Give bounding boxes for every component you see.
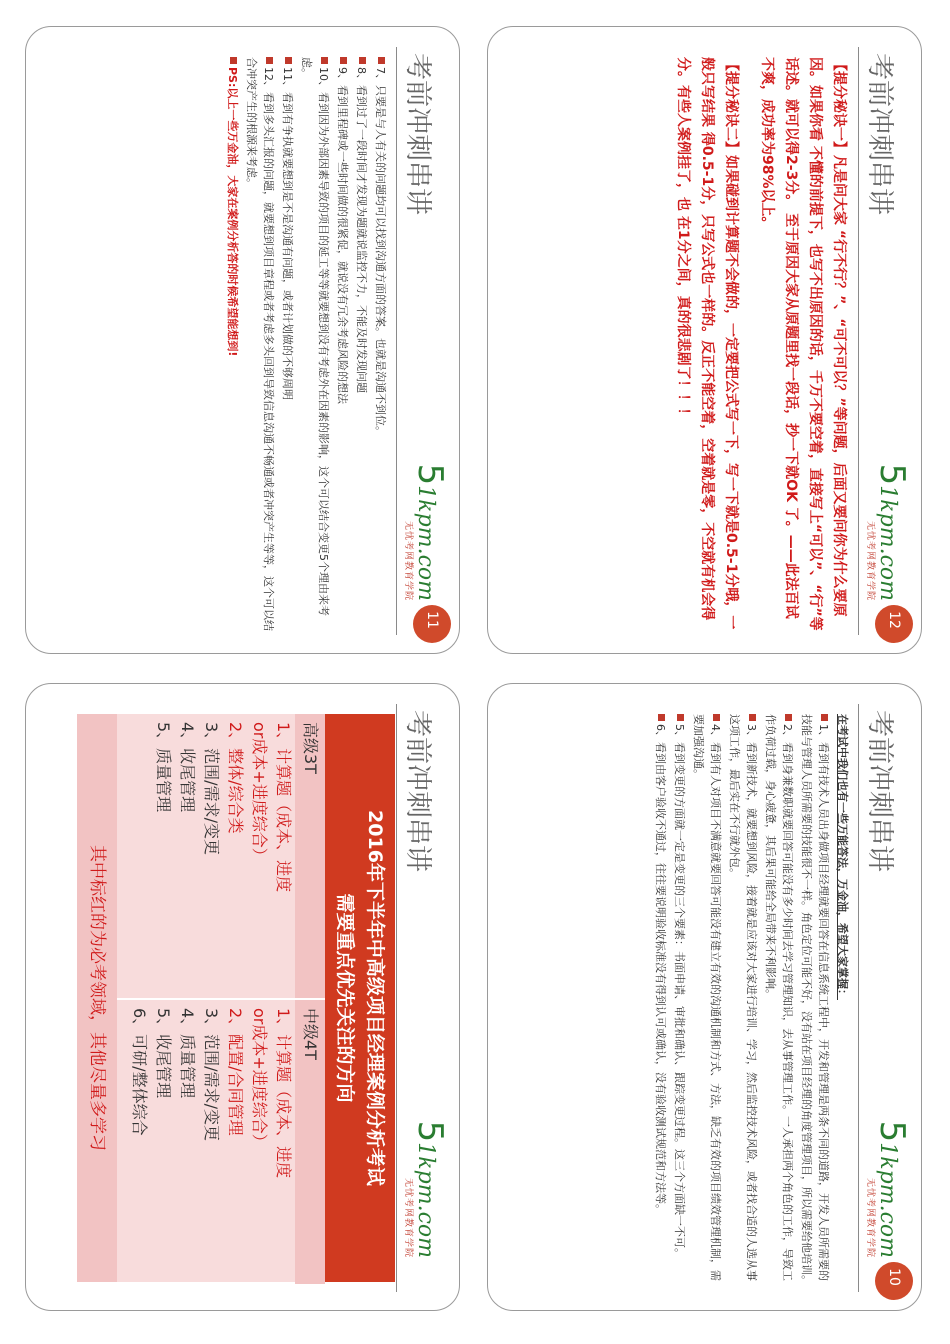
logo: [865, 1120, 912, 1258]
list-item: or成本+进度综合）: [250, 722, 269, 864]
list-item: 11、看到有争执就要想到是不是沟通有问题，或者计划做的不够周明: [279, 57, 296, 631]
slide-body: [40, 57, 389, 631]
banner-line-2: 需要重点优先关注的方向: [334, 893, 356, 1103]
tip-one: 【提分秘诀一】凡是问大家 “行不行？”、“可不可以？”等问题，后面又要问你为什么要原因。如果你看 不懂的前提下，也写不出原因的话，千万不要空着，直接写上“可以”、“行”等话述。就可以得2-3分。 至于原因大家从原题里找一段话，抄一下就OK 了。——此法百试不爽，成功率为98%以上。: [759, 57, 847, 631]
logo-text: 1kpm.com: [875, 485, 900, 601]
list-item: 4、看到有人对项目不满意就要回答可能没有建立有效的沟通机制和方式、方法，缺乏有效的项目绩效管理机制，需要加强沟通。: [692, 714, 722, 1281]
list-item: 1、计算题（成本、进度: [274, 1008, 293, 1179]
logo: [403, 463, 450, 601]
bullet-icon: [713, 714, 720, 721]
page-number-badge: 10: [875, 1262, 913, 1300]
ps-note: PS:以上一些万金油，大家在案例分析答的时候希望能想到!: [224, 57, 241, 631]
bullet-icon: [340, 57, 347, 64]
logo: [865, 463, 912, 601]
list-item: 1、计算题（成本、进度: [274, 722, 293, 893]
slide-card-exam-focus: [25, 683, 460, 1311]
logo-subtitle: 无忧考网教育学院: [865, 1177, 875, 1258]
logo-text: 1kpm.com: [413, 1142, 438, 1258]
logo-subtitle: 无忧考网教育学院: [865, 520, 875, 601]
slide-card-12: [487, 26, 922, 654]
list-item: 5、收尾管理: [154, 1008, 173, 1099]
table-footer: 其中标红的为必考领域，其他尽量多学习: [77, 714, 117, 1282]
list-item: 5、质量管理: [154, 722, 173, 813]
bullet-icon: [266, 57, 273, 64]
slide-body: [502, 714, 851, 1288]
logo-mark: 5: [410, 1120, 450, 1143]
list-item: 3、范围/需求/变更: [202, 722, 221, 855]
column-high: [117, 714, 325, 998]
logo-mark: 5: [410, 463, 450, 486]
list-item: 6、看到由客户验收不通过，往往要说明验收标准没有得到认可或确认，没有验收测试规范和方法等。: [652, 714, 669, 1288]
banner-line-1: 2016年下半年中高级项目经理案例分析考试: [364, 810, 386, 1186]
slide-body: [502, 57, 851, 631]
list-item: or成本+进度综合）: [250, 1008, 269, 1150]
page-number-badge: 12: [875, 605, 913, 643]
logo-subtitle: 无忧考网教育学院: [403, 1177, 413, 1258]
bullet-icon: [285, 57, 292, 64]
intro-text: 在考试中我们也有一些万能答法，万金油，希望大家掌握：: [836, 714, 849, 1000]
column-mid: [117, 998, 325, 1284]
focus-table: [117, 714, 325, 1282]
header-title: 考前冲刺串讲: [864, 710, 895, 872]
bullet-icon: [230, 57, 237, 64]
logo-text: 1kpm.com: [413, 485, 438, 601]
list-item: 2、整体/综合类: [226, 722, 245, 834]
bullet-icon: [321, 57, 328, 64]
list-item: 3、范围/需求/变更: [202, 1008, 221, 1141]
list-item: 3、看到新技术，就要想到风险，接着就是应该对大家进行培训、学习，然后监控技术风险，或者找合适的人选从事这项工作，最后实在不行就外包。: [728, 714, 758, 1281]
list-item: 8、看到过了一段时间才发现为题就说监控不力，不能及时发现问题: [353, 57, 370, 631]
bullet-icon: [821, 714, 828, 721]
header-title: 考前冲刺串讲: [402, 710, 433, 872]
logo: [403, 1120, 450, 1258]
list-item: 10、看到因为外部因素导致的项目的延工等等就要想到没有考虑外在因素的影响，这个可以结合变更5个理由来考虑。: [300, 57, 330, 616]
slide-content: [488, 684, 922, 1311]
list-item: 1、看到有技术人员出身做项目经理就要回答在信息系统工程中，开发和管理是两条不同的道路，开发人员所需要的技能与管理人员所需要的技能很不一样。角色定位可能不好，没有站在项目经理的角度管理项目，所以需要给他培训。: [800, 714, 830, 1286]
slide-header: [396, 47, 455, 635]
bullet-icon: [785, 714, 792, 721]
list-item: 6、可研/整体综合: [130, 1008, 149, 1136]
column-header: 高级3T: [295, 714, 325, 998]
list-item: 5、看到变更的方面就一定是变更的三个要素：书面申请、审批和确认、跟踪变更过程。这三个方面缺一不可。: [671, 714, 688, 1288]
list-item: 7、只要是与人有关的问题均可以找到沟通方面的答案。也就是沟通不到位。: [372, 57, 389, 631]
list-item: 4、质量管理: [178, 1008, 197, 1099]
slide-card-11: [25, 26, 460, 654]
logo-text: 1kpm.com: [875, 1142, 900, 1258]
list-item: 9、看到里程碑或一些时间做的很紧促，就说没有冗余考虑风险的想法: [334, 57, 351, 631]
list-item: 2、看到身兼数职就要回答可能没有多少时间去学习管理知识，去从事管理工作。一人承担两个角色的工作，导致工作负荷过载，身心疲惫，其后果可能给全局带来不利影响。: [764, 714, 794, 1281]
list-item: 4、收尾管理: [178, 722, 197, 813]
column-header: 中级4T: [295, 1000, 325, 1284]
slide-header: [858, 704, 917, 1292]
bullet-icon: [658, 714, 665, 721]
list-item: 2、配置/合同管理: [226, 1008, 245, 1136]
tip-two: 【提分秘诀二】如果碰到计算题不会做的，一定要把公式写一下，写一下就是0.5-1分哦，一般只写结果 得0.5-1分，只写公式也一样的。反正不能空着，空着就是零，不空就有机会得分。有些人案例挂了，也 在1分之间，真的很悲剧了！！！: [675, 57, 739, 630]
title-banner: [325, 714, 395, 1282]
slide-content: [26, 27, 460, 654]
slide-content: [26, 684, 460, 1311]
logo-subtitle: 无忧考网教育学院: [403, 520, 413, 601]
slide-content: [488, 27, 922, 654]
slide-card-10: [487, 683, 922, 1311]
slide-header: [858, 47, 917, 635]
bullet-icon: [677, 714, 684, 721]
header-title: 考前冲刺串讲: [402, 53, 433, 215]
bullet-icon: [378, 57, 385, 64]
bullet-icon: [359, 57, 366, 64]
header-title: 考前冲刺串讲: [864, 53, 895, 215]
bullet-icon: [749, 714, 756, 721]
list-item: 12、看到多头汇报的问题，就要想到项目章程或者考虑多头回到导致信息沟通不畅通或者冲突产生等等，这个可以结合冲突产生的根源来考虑。: [245, 57, 275, 631]
logo-mark: 5: [872, 1120, 912, 1143]
logo-mark: 5: [872, 463, 912, 486]
slide-header: [396, 704, 455, 1292]
page-number-badge: 11: [413, 605, 451, 643]
